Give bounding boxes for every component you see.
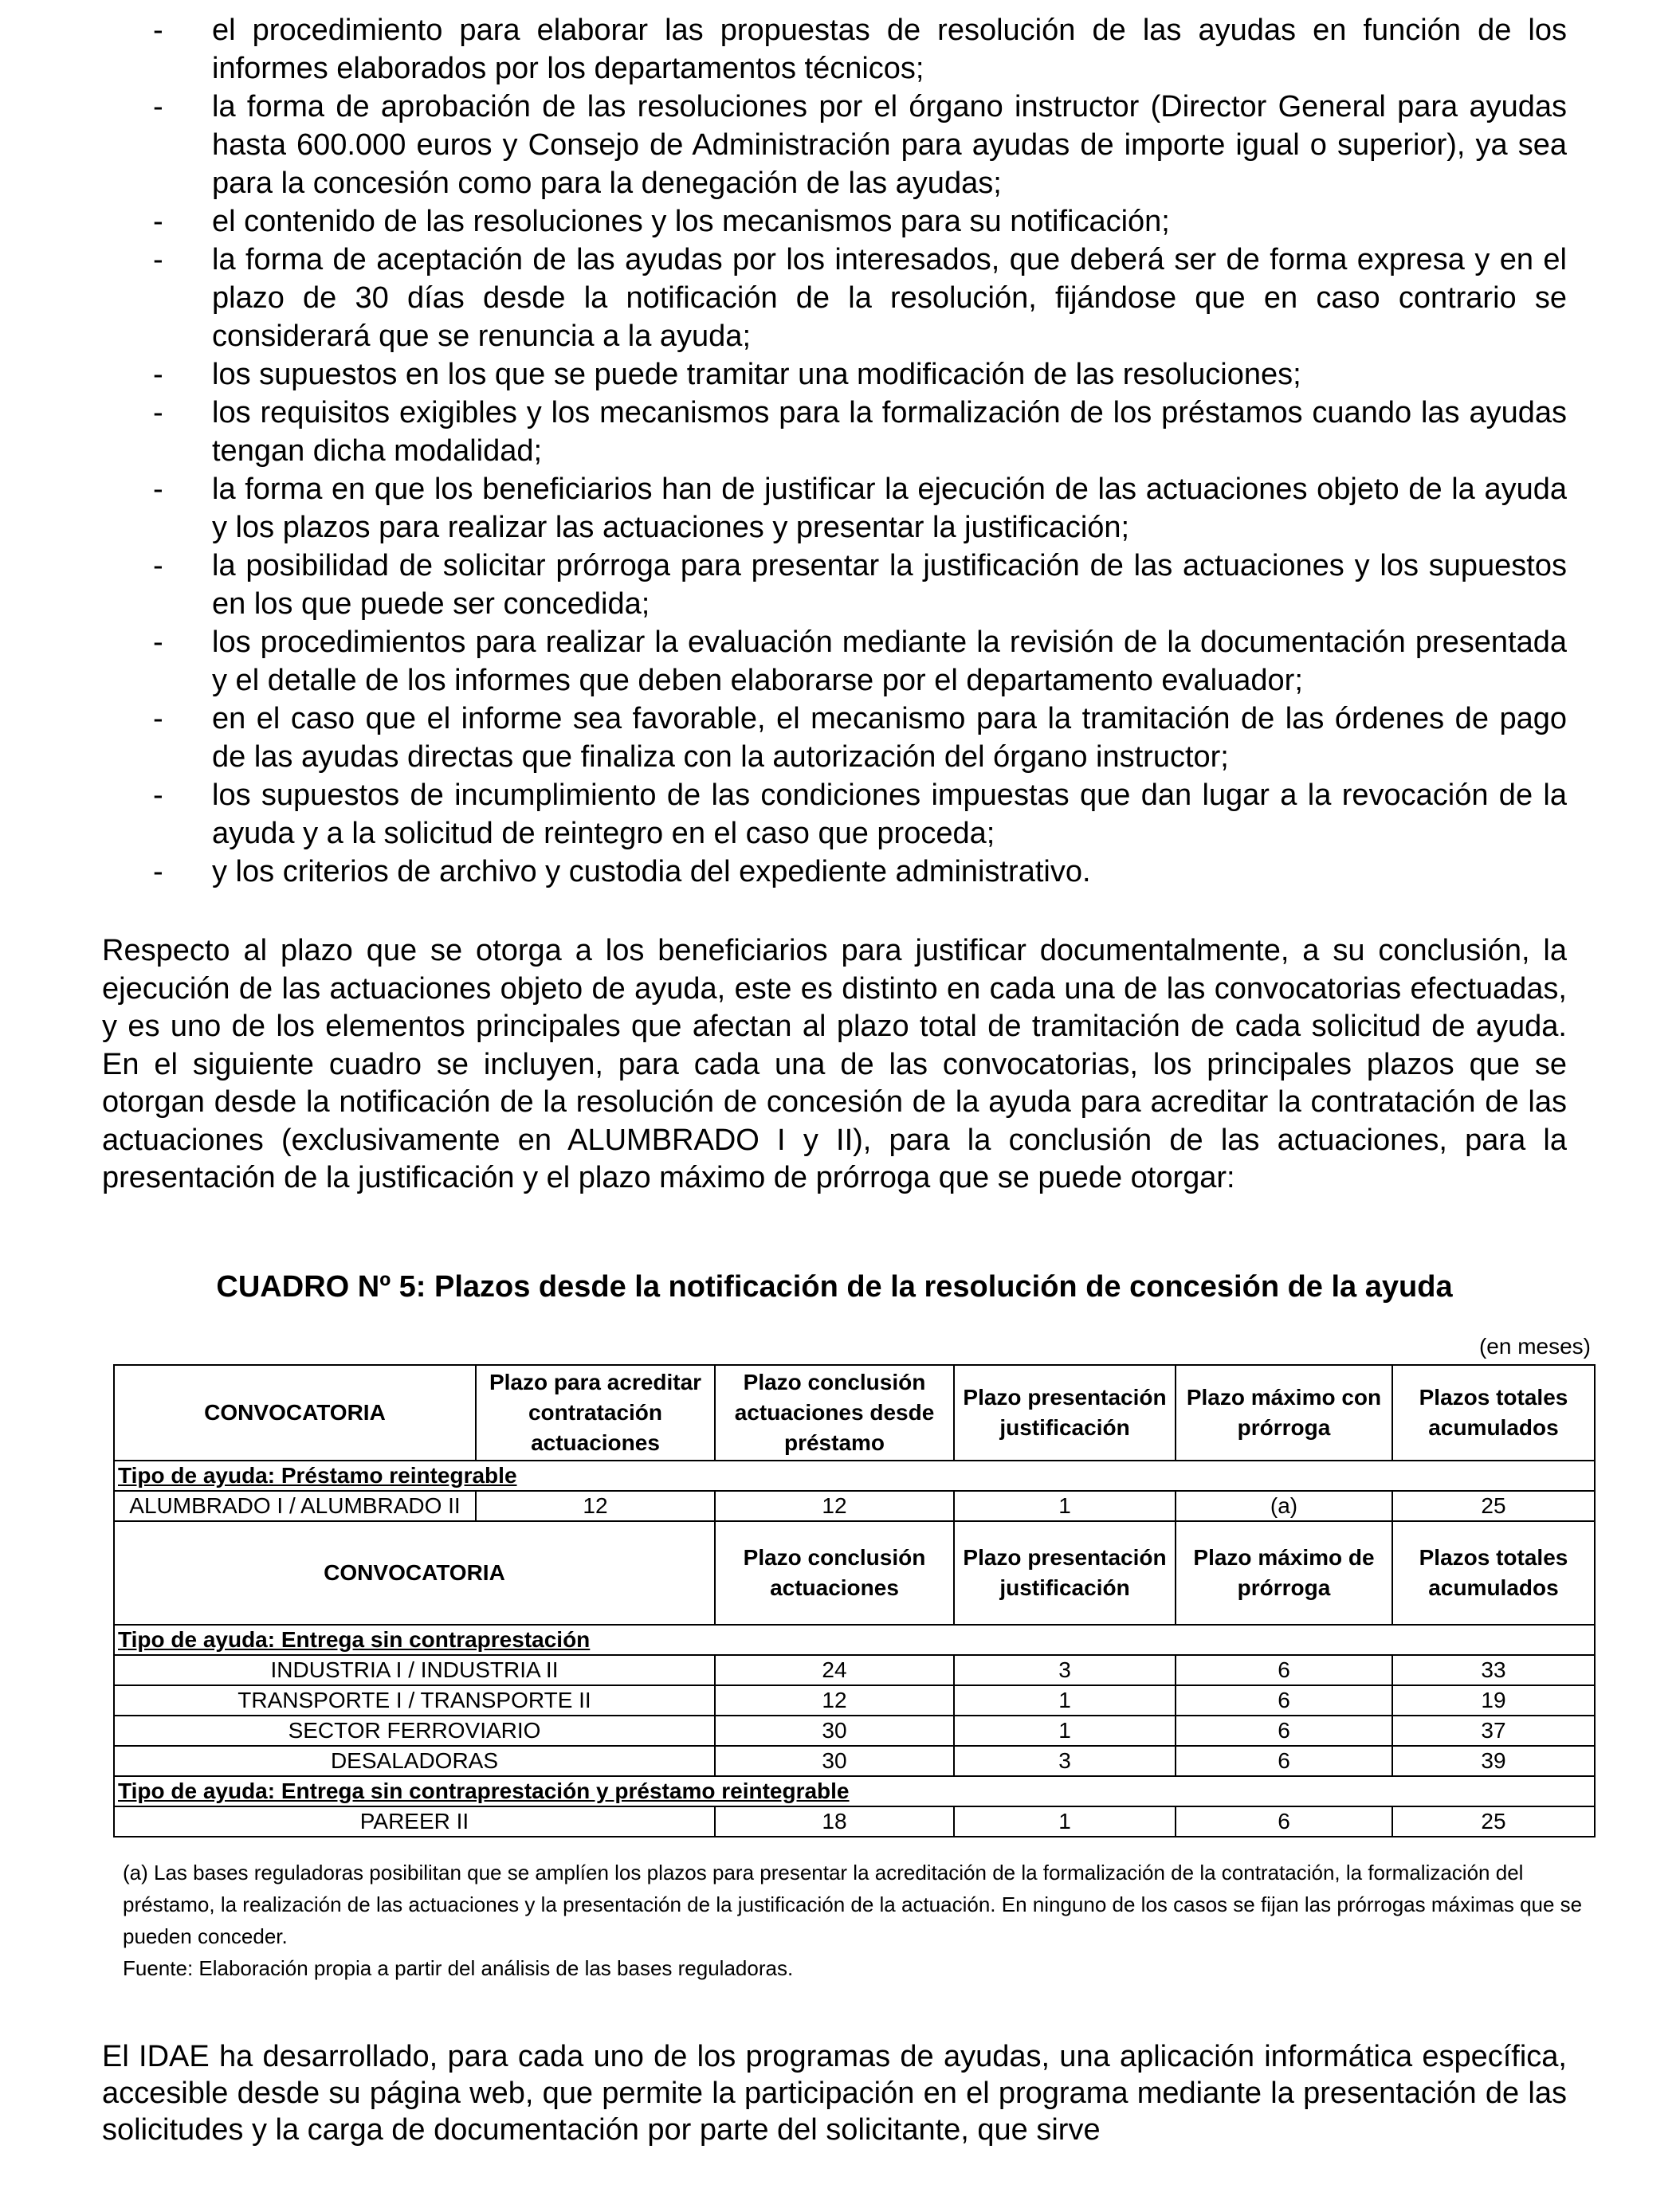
type-label-text: Tipo de ayuda: Préstamo reintegrable (118, 1463, 517, 1488)
type-label (114, 1776, 1595, 1806)
cell-presentacion: 3 (954, 1746, 1176, 1776)
bullet-text: la forma de aprobación de las resoluciones por el órgano instructor (Director General para ayudas hasta 600.000 euros y Consejo de Administración para ayudas de importe igual o superior), ya sea para la concesión como para la denegación de las ayudas; (212, 90, 1567, 200)
cell-conclusion: 18 (715, 1806, 954, 1837)
header-convocatoria: CONVOCATORIA (114, 1521, 715, 1625)
bullet-item (102, 547, 1567, 623)
bullet-text: en el caso que el informe sea favorable, el mecanismo para la tramitación de las órdenes de pago de las ayudas directas que finaliza con la autorización del órgano instructor; (212, 702, 1567, 774)
bullet-dash: - (153, 549, 163, 582)
bullet-text: la posibilidad de solicitar prórroga para presentar la justificación de las actuaciones y los supuestos en los que puede ser concedida; (212, 549, 1567, 621)
bullet-dash: - (153, 205, 163, 238)
header-plazo-maximo-prorroga: Plazo máximo de prórroga (1176, 1521, 1392, 1625)
bullet-item (102, 88, 1567, 202)
bullet-item (102, 623, 1567, 700)
procedure-bullet-list (102, 11, 1567, 891)
header-plazo-conclusion: Plazo conclusión actuaciones (715, 1521, 954, 1625)
bullet-item (102, 394, 1567, 470)
bullet-dash: - (153, 243, 163, 276)
paragraph-idae: El IDAE ha desarrollado, para cada uno de los programas de ayudas, una aplicación informática específica, accesible desde su página web, que permite la participación en el programa mediante la presentación de las solicitudes y la carga de documentación por parte del solicitante, que sirve (102, 2040, 1567, 2147)
header-convocatoria: CONVOCATORIA (114, 1365, 476, 1461)
type-label (114, 1461, 1595, 1491)
bullet-item (102, 700, 1567, 776)
header-plazo-presentacion: Plazo presentación justificación (954, 1521, 1176, 1625)
bullet-dash: - (153, 14, 163, 47)
footnote-a: (a) Las bases reguladoras posibilitan que se amplíen los plazos para presentar la acreditación de la formalización de la contratación, la formalización del préstamo, la realización de las actuaciones y la presentación de la justificación de la actuación. En ninguno de los casos se fijan las prórrogas máximas que se pueden conceder. (123, 1861, 1583, 1948)
cell-convocatoria: TRANSPORTE I / TRANSPORTE II (114, 1685, 715, 1716)
table-unit-note: (en meses) (1478, 1334, 1591, 1359)
bullet-text: el procedimiento para elaborar las propuestas de resolución de las ayudas en función de los informes elaborados por los departamentos técnicos; (212, 14, 1567, 85)
cell-presentacion: 1 (954, 1806, 1176, 1837)
cell-convocatoria: PAREER II (114, 1806, 715, 1837)
cell-total: 33 (1392, 1655, 1595, 1685)
cell-maximo: 6 (1176, 1685, 1392, 1716)
cell-convocatoria: SECTOR FERROVIARIO (114, 1716, 715, 1746)
bullet-text: la forma de aceptación de las ayudas por los interesados, que deberá ser de forma expresa y en el plazo de 30 días desde la notificación de la resolución, fijándose que en caso contrario se considerará que se renuncia a la ayuda; (212, 243, 1567, 353)
table-type-row (114, 1461, 1595, 1491)
bullet-item (102, 202, 1567, 241)
cell-convocatoria: ALUMBRADO I / ALUMBRADO II (114, 1491, 476, 1521)
source-note: Fuente: Elaboración propia a partir del análisis de las bases reguladoras. (123, 1956, 794, 1980)
table-row (114, 1491, 1595, 1521)
table-row (114, 1746, 1595, 1776)
type-label-text: Tipo de ayuda: Entrega sin contraprestación (118, 1627, 591, 1652)
table-type-row (114, 1776, 1595, 1806)
table-type-row (114, 1625, 1595, 1655)
cell-conclusion: 12 (715, 1491, 954, 1521)
table-row (114, 1806, 1595, 1837)
cell-presentacion: 3 (954, 1655, 1176, 1685)
bullet-dash: - (153, 473, 163, 506)
header-plazo-maximo: Plazo máximo con prórroga (1176, 1365, 1392, 1461)
cell-maximo: 6 (1176, 1806, 1392, 1837)
cell-convocatoria: DESALADORAS (114, 1746, 715, 1776)
cell-maximo: (a) (1176, 1491, 1392, 1521)
bullet-dash: - (153, 855, 163, 888)
table-row (114, 1716, 1595, 1746)
bullet-dash: - (153, 90, 163, 124)
bullet-text: los supuestos de incumplimiento de las condiciones impuestas que dan lugar a la revocación de la ayuda y a la solicitud de reintegro en el caso que proceda; (212, 779, 1567, 850)
table-row (114, 1685, 1595, 1716)
header-plazo-conclusion-prestamo: Plazo conclusión actuaciones desde préstamo (715, 1365, 954, 1461)
cell-presentacion: 1 (954, 1685, 1176, 1716)
cell-convocatoria: INDUSTRIA I / INDUSTRIA II (114, 1655, 715, 1685)
bullet-dash: - (153, 626, 163, 659)
bullet-item (102, 241, 1567, 355)
header-plazo-acreditar: Plazo para acreditar contratación actuaciones (476, 1365, 715, 1461)
cell-acreditar: 12 (476, 1491, 715, 1521)
bullet-dash: - (153, 358, 163, 391)
type-label (114, 1625, 1595, 1655)
cell-total: 39 (1392, 1746, 1595, 1776)
bullet-text: la forma en que los beneficiarios han de justificar la ejecución de las actuaciones objeto de la ayuda y los plazos para realizar las actuaciones y presentar la justificación; (212, 473, 1567, 544)
cell-total: 37 (1392, 1716, 1595, 1746)
bullet-dash: - (153, 396, 163, 429)
cell-total: 25 (1392, 1806, 1595, 1837)
table-header-row (114, 1365, 1595, 1461)
cell-conclusion: 30 (715, 1746, 954, 1776)
bullet-item (102, 776, 1567, 853)
header-plazo-presentacion: Plazo presentación justificación (954, 1365, 1176, 1461)
cell-conclusion: 24 (715, 1655, 954, 1685)
cell-presentacion: 1 (954, 1491, 1176, 1521)
header-plazos-totales: Plazos totales acumulados (1392, 1365, 1595, 1461)
cell-presentacion: 1 (954, 1716, 1176, 1746)
paragraph-plazos: Respecto al plazo que se otorga a los beneficiarios para justificar documentalmente, a su conclusión, la ejecución de las actuaciones objeto de ayuda, este es distinto en cada una de las convocatorias efectuadas, y es uno de los elementos principales que afectan al plazo total de tramitación de cada solicitud de ayuda. En el siguiente cuadro se incluyen, para cada una de las convocatorias, los principales plazos que se otorgan desde la notificación de la resolución de concesión de la ayuda para acreditar la contratación de las actuaciones (exclusivamente en ALUMBRADO I y II), para la conclusión de las actuaciones, para la presentación de la justificación y el plazo máximo de prórroga que se puede otorgar: (102, 934, 1567, 1194)
cell-maximo: 6 (1176, 1655, 1392, 1685)
bullet-dash: - (153, 779, 163, 812)
bullet-item (102, 853, 1567, 891)
bullet-text: y los criterios de archivo y custodia del expediente administrativo. (212, 855, 1091, 888)
cell-conclusion: 30 (715, 1716, 954, 1746)
bullet-text: los supuestos en los que se puede tramitar una modificación de las resoluciones; (212, 358, 1301, 391)
bullet-item (102, 355, 1567, 394)
table-row (114, 1655, 1595, 1685)
bullet-text: el contenido de las resoluciones y los mecanismos para su notificación; (212, 205, 1170, 238)
plazos-table (113, 1364, 1596, 1837)
bullet-dash: - (153, 702, 163, 735)
header-plazos-totales: Plazos totales acumulados (1392, 1521, 1595, 1625)
cell-maximo: 6 (1176, 1716, 1392, 1746)
cell-total: 19 (1392, 1685, 1595, 1716)
table-header-row (114, 1521, 1595, 1625)
bullet-item (102, 11, 1567, 88)
cell-total: 25 (1392, 1491, 1595, 1521)
bullet-text: los procedimientos para realizar la evaluación mediante la revisión de la documentación presentada y el detalle de los informes que deben elaborarse por el departamento evaluador; (212, 626, 1567, 697)
type-label-text: Tipo de ayuda: Entrega sin contraprestación y préstamo reintegrable (118, 1779, 850, 1803)
cell-maximo: 6 (1176, 1746, 1392, 1776)
table-title: CUADRO Nº 5: Plazos desde la notificación de la resolución de concesión de la ayuda (216, 1270, 1453, 1304)
table-notes (123, 1857, 1594, 1984)
cell-conclusion: 12 (715, 1685, 954, 1716)
bullet-text: los requisitos exigibles y los mecanismos para la formalización de los préstamos cuando las ayudas tengan dicha modalidad; (212, 396, 1567, 468)
bullet-item (102, 470, 1567, 547)
